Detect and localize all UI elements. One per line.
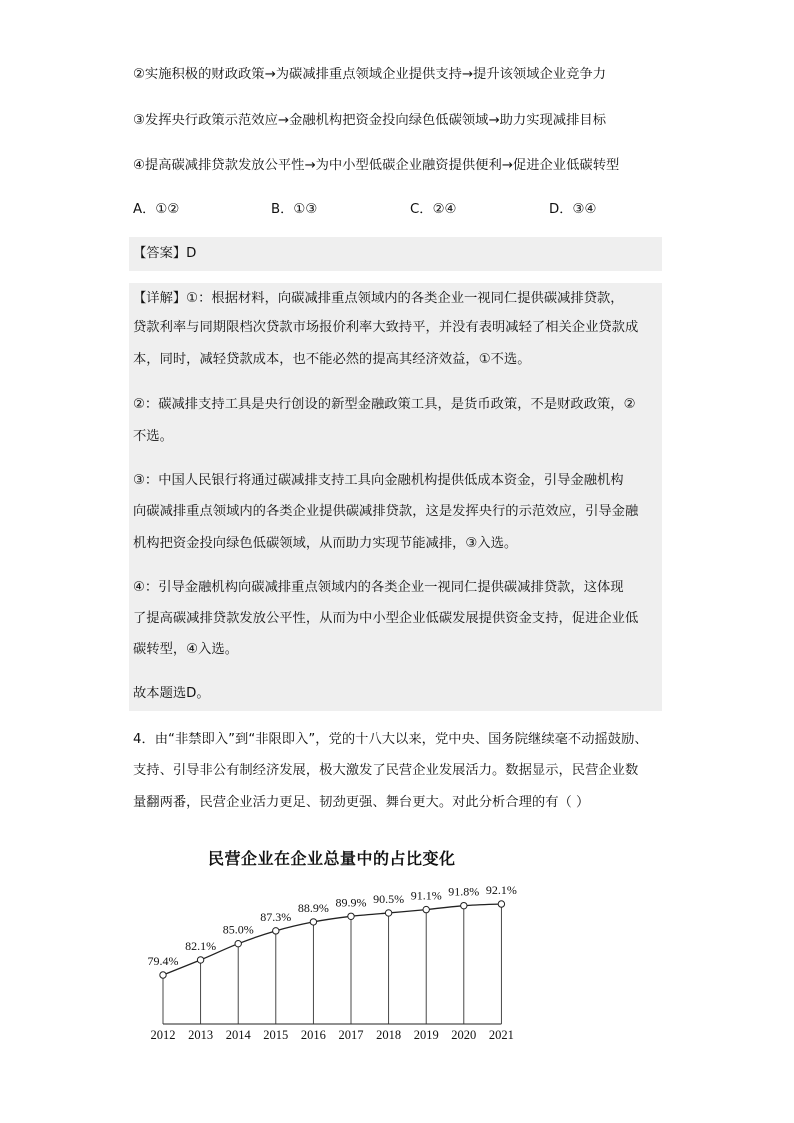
detail-line: 故本题选D。	[133, 686, 210, 701]
detail-line: 机构把资金投向绿色低碳领域，从而助力实现节能减排，③入选。	[133, 536, 518, 551]
option-c[interactable]: C．②④	[410, 202, 457, 217]
data-label: 85.0%	[222, 922, 254, 937]
detail-line: 本，同时，减轻贷款成本，也不能必然的提高其经济效益，①不选。	[133, 352, 531, 367]
data-label: 91.8%	[448, 884, 480, 899]
detail-line: 了提高碳减排贷款发放公平性，从而为中小型企业低碳发展提供资金支持，促进企业低	[133, 611, 639, 626]
answer-label: 【答案】D	[133, 246, 197, 261]
data-label: 87.3%	[260, 909, 292, 924]
detail-line: ②：碳减排支持工具是央行创设的新型金融政策工具，是货币政策，不是财政政策，②	[133, 397, 636, 412]
x-tick-label: 2013	[188, 1028, 214, 1042]
data-point	[461, 902, 467, 908]
data-point	[348, 913, 354, 919]
data-label: 88.9%	[297, 900, 329, 915]
x-tick-label: 2014	[225, 1028, 251, 1042]
data-point	[197, 957, 203, 963]
x-tick-label: 2017	[338, 1028, 364, 1042]
option-d[interactable]: D．③④	[549, 202, 597, 217]
x-tick-label: 2019	[413, 1028, 439, 1042]
data-label: 89.9%	[335, 895, 367, 910]
series-line	[163, 904, 501, 975]
x-tick-label: 2012	[150, 1028, 176, 1042]
data-point	[160, 972, 166, 978]
detail-line: 不选。	[133, 429, 173, 444]
data-label: 82.1%	[185, 938, 217, 953]
data-point	[310, 919, 316, 925]
data-label: 90.5%	[373, 891, 405, 906]
data-label: 92.1%	[485, 883, 517, 897]
option-a[interactable]: A．①②	[133, 202, 180, 217]
answer-shade	[129, 237, 662, 271]
data-point	[423, 906, 429, 912]
data-label: 91.1%	[410, 888, 442, 903]
detail-line: 向碳减排重点领域内的各类企业提供碳减排贷款，这是发挥央行的示范效应，引导金融	[133, 504, 639, 519]
x-tick-label: 2021	[488, 1028, 514, 1042]
data-point	[385, 910, 391, 916]
statement-2: ②实施积极的财政政策→为碳减排重点领域企业提供支持→提升该领域企业竞争力	[133, 67, 606, 82]
detail-line: 贷款利率与同期限档次贷款市场报价利率大致持平，并没有表明减轻了相关企业贷款成	[133, 320, 639, 335]
x-tick-label: 2018	[376, 1028, 402, 1042]
chart-title: 民营企业在企业总量中的占比变化	[208, 849, 456, 868]
detail-line: ④：引导金融机构向碳减排重点领域内的各类企业一视同仁提供碳减排贷款，这体现	[133, 580, 624, 595]
x-tick-label: 2015	[263, 1028, 289, 1042]
statement-3: ③发挥央行政策示范效应→金融机构把资金投向绿色低碳领域→助力实现减排目标	[133, 113, 606, 128]
statement-4: ④提高碳减排贷款发放公平性→为中小型低碳企业融资提供便利→促进企业低碳转型	[133, 158, 620, 173]
question4-line: 4．由“非禁即入”到“非限即入”，党的十八大以来，党中央、国务院继续毫不动摇鼓励、	[133, 732, 648, 747]
detail-line: ③：中国人民银行将通过碳减排支持工具向金融机构提供低成本资金，引导金融机构	[133, 473, 624, 488]
data-point	[273, 928, 279, 934]
data-point	[235, 940, 241, 946]
data-point	[498, 901, 504, 907]
question4-line: 支持、引导非公有制经济发展，极大激发了民营企业发展活力。数据显示，民营企业数	[133, 763, 639, 778]
data-label: 79.4%	[147, 954, 179, 968]
x-tick-label: 2020	[451, 1028, 477, 1042]
x-tick-label: 2016	[300, 1028, 326, 1042]
question4-line: 量翻两番，民营企业活力更足、韧劲更强、舞台更大。对此分析合理的有（ ）	[133, 795, 590, 810]
detail-line: 【详解】①：根据材料，向碳减排重点领域内的各类企业一视同仁提供碳减排贷款，	[133, 291, 624, 306]
option-b[interactable]: B．①③	[271, 202, 318, 217]
detail-line: 碳转型，④入选。	[133, 642, 238, 657]
